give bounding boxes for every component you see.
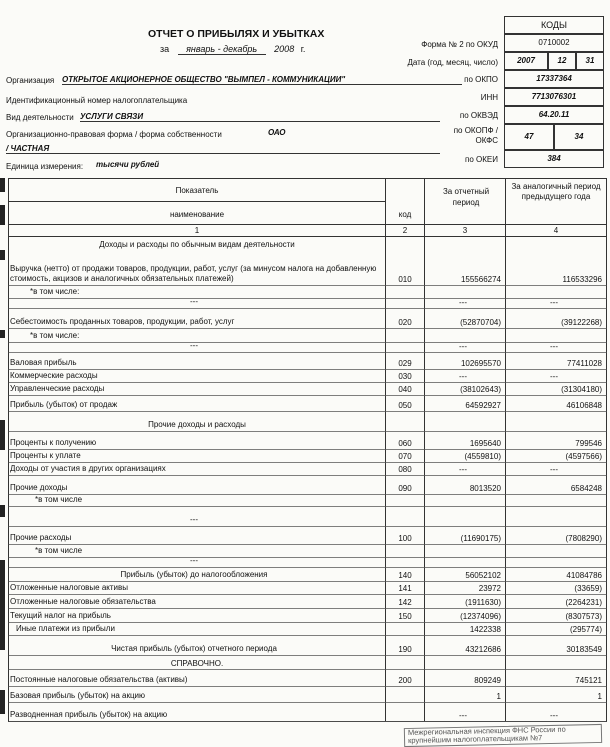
period-suffix: г. [300,44,306,54]
row-name: *в том числе: [30,331,80,340]
row-code: 060 [398,439,412,448]
row-current-value: 43212686 [465,645,501,654]
row-prior-value: (8307573) [565,612,602,621]
participation-income-row [0,462,610,475]
header-code: код [398,210,412,219]
header-prior: За аналогичный период предыдущего года [511,182,601,201]
form-code: 0710002 [538,38,570,47]
row-prior-value: (2264231) [565,598,602,607]
okved-code: 64.20.11 [538,110,570,119]
row-name: Прибыль (убыток) от продаж [10,400,118,409]
row-code: 090 [398,484,412,493]
selling-expenses-row [0,369,610,382]
ownership-value: / ЧАСТНАЯ [6,144,440,154]
row-prior-value: (31304180) [561,385,602,394]
inn-label: ИНН [480,93,498,102]
header-name: наименование [169,210,225,219]
row-current-value: --- [459,298,467,307]
row-name: --- [190,556,198,565]
row-code: 040 [398,385,412,394]
row-current-value: --- [459,711,467,720]
row-prior-value: --- [550,372,558,381]
header-current: За отчетный период [442,187,490,207]
row-name: Валовая прибыль [10,358,77,367]
pretax-profit-row [0,567,610,581]
date-month: 12 [557,56,567,65]
basic-eps-row [0,686,610,702]
sales-profit-row [0,395,610,411]
cost-of-sales-row [0,310,610,328]
activity-label: Вид деятельности [6,113,74,122]
row-code: 029 [398,359,412,368]
row-prior-value: 799546 [575,439,602,448]
row-code: 070 [398,452,412,461]
row-prior-value: 30183549 [566,645,602,654]
col-number-2: 2 [402,226,408,235]
inn-line-label: Идентификационный номер налогоплательщика [6,96,188,105]
row-prior-value: 77411028 [567,359,602,368]
period-prefix: за [160,44,170,54]
current-tax-row [0,608,610,622]
other-payments-row [0,622,610,635]
row-current-value: 102695570 [460,359,501,368]
row-code: 190 [398,645,412,654]
row-code: 100 [398,534,412,543]
row-name: Прибыль (убыток) до налогообложения [120,570,268,579]
date-label: Дата (год, месяц, число) [407,58,498,67]
row-name: Постоянные налоговые обязательства (активы) [10,675,188,684]
row-name: Чистая прибыль (убыток) отчетного периода [111,644,277,653]
okopf-label: по ОКОПФ / ОКФС [453,126,498,145]
row-current-value: 155566274 [460,275,501,284]
interest-payable-row [0,449,610,462]
row-name: Отложенные налоговые активы [10,583,128,592]
row-prior-value: 41084786 [566,571,602,580]
tax-stamp [404,724,602,747]
col-number-4: 4 [553,226,559,235]
inn-code: 7713076301 [531,92,577,101]
row-prior-value: --- [550,298,558,307]
row-prior-value: (4597566) [565,452,602,461]
section-reference: СПРАВОЧНО. [170,659,224,668]
unit-value: тысячи рублей [96,160,160,169]
row-current-value: --- [459,342,467,351]
row-code: 140 [398,571,412,580]
row-name: Проценты к уплате [10,451,81,460]
other-expenses-row [0,526,610,544]
row-name: Себестоимость проданных товаров, продукции, работ, услуг [10,317,235,326]
row-current-value: 23972 [478,584,501,593]
row-prior-value: 6584248 [570,484,602,493]
okpo-label: по ОКПО [464,75,498,84]
cost-dash-row [0,342,610,352]
deferred-tax-assets-row [0,581,610,594]
okei-code: 384 [547,154,561,163]
report-title: ОТЧЕТ О ПРИБЫЛЯХ И УБЫТКАХ [148,28,325,40]
row-name: Коммерческие расходы [10,371,98,380]
row-prior-value: --- [550,711,558,720]
revenue-dash-row [0,298,610,308]
row-code: 050 [398,401,412,410]
revenue-row [0,251,610,285]
form-label: Форма № 2 по ОКУД [421,40,498,49]
row-name: Проценты к получению [10,438,97,447]
org-label: Организация [6,76,55,85]
okved-label: по ОКВЭД [459,111,498,120]
row-current-value: (11690175) [460,534,501,543]
row-name: --- [190,297,198,306]
row-name: *в том числе [35,495,83,504]
row-prior-value: (39122268) [561,318,602,327]
stamp-text: Межрегиональная инспекция ФНС России по крупнейшим налогоплательщикам №7 [407,724,566,745]
okei-label: по ОКЕИ [465,155,498,164]
row-current-value: 56052102 [465,571,501,580]
row-current-value: --- [459,465,467,474]
row-code: 030 [398,372,412,381]
row-prior-value: --- [550,465,558,474]
row-name: Базовая прибыль (убыток) на акцию [10,691,146,700]
other-income-dash-row [0,506,610,526]
row-code: 200 [398,676,412,685]
row-prior-value: (33659) [574,584,602,593]
row-current-value: 8013520 [469,484,501,493]
legal-form-label: Организационно-правовая форма / форма собственности [6,130,222,139]
header-indicator: Показатель [175,186,219,195]
other-income-incl-row [0,494,610,506]
diluted-eps-row [0,702,610,721]
date-year: 2007 [517,56,535,65]
row-current-value: 809249 [474,676,501,685]
row-name: Прочие расходы [10,533,72,542]
row-name: Управленческие расходы [10,384,105,393]
codes-header: КОДЫ [540,20,567,30]
row-prior-value: 745121 [575,676,602,685]
row-name: *в том числе [35,546,83,555]
row-current-value: 1 [496,692,501,701]
interest-receivable-row [0,431,610,449]
date-day: 31 [585,56,595,65]
row-prior-value: 1 [597,692,602,701]
row-current-value: (38102643) [460,385,501,394]
row-current-value: --- [459,372,467,381]
row-code: 142 [398,598,412,607]
row-name: --- [190,515,198,524]
row-prior-value: --- [550,342,558,351]
activity-value: УСЛУГИ СВЯЗИ [80,112,440,122]
row-prior-value: 46106848 [566,401,602,410]
row-code: 010 [398,275,412,284]
net-profit-row [0,635,610,655]
row-name: Доходы от участия в других организациях [10,464,166,473]
row-current-value: 64592927 [465,401,501,410]
row-name: Отложенные налоговые обязательства [10,597,156,606]
gross-profit-row [0,354,610,369]
period-year: 2008 [274,44,295,54]
unit-label: Единица измерения: [6,162,84,171]
row-prior-value: (295774) [569,625,602,634]
row-code: 141 [398,584,412,593]
other-income-row [0,475,610,494]
section-ordinary: Доходы и расходы по обычным видам деятельности [99,240,295,249]
row-name: --- [190,341,198,350]
deferred-tax-liabilities-row [0,594,610,608]
row-current-value: (1911630) [465,598,501,607]
row-code: 020 [398,318,412,327]
row-prior-value: (7808290) [565,534,602,543]
permanent-tax-row [0,669,610,686]
period-value: январь - декабрь [178,44,266,55]
row-name: Прочие доходы [10,483,68,492]
col-number-1: 1 [194,226,200,235]
okfs-code: 34 [574,132,584,141]
other-expenses-dash-row [0,557,610,567]
admin-expenses-row [0,382,610,395]
row-current-value: (52870704) [460,318,501,327]
row-name: Разводненная прибыль (убыток) на акцию [10,710,168,719]
row-code: 150 [398,612,412,621]
row-current-value: 1695640 [469,439,501,448]
section-other: Прочие доходы и расходы [148,420,246,429]
row-name: *в том числе: [30,287,80,296]
row-current-value: (12374096) [460,612,501,621]
row-prior-value: 116533296 [562,275,602,284]
org-name: ОТКРЫТОЕ АКЦИОНЕРНОЕ ОБЩЕСТВО "ВЫМПЕЛ - КОММУНИКАЦИИ" [62,75,462,85]
row-name: Выручка (нетто) от продажи товаров, продукции, работ, услуг (за минусом налога на добавленную стоимость, акцизов и аналогичных обязательных платежей) [10,264,377,283]
row-code: 080 [398,465,412,474]
row-name: Иные платежи из прибыли [16,624,115,633]
okpo-code: 17337364 [536,74,572,83]
row-name: Текущий налог на прибыль [10,611,111,620]
legal-form-value: ОАО [268,128,286,137]
col-number-3: 3 [462,226,468,235]
okopf-code: 47 [524,132,534,141]
row-current-value: (4559810) [464,452,501,461]
row-current-value: 1422338 [469,625,501,634]
